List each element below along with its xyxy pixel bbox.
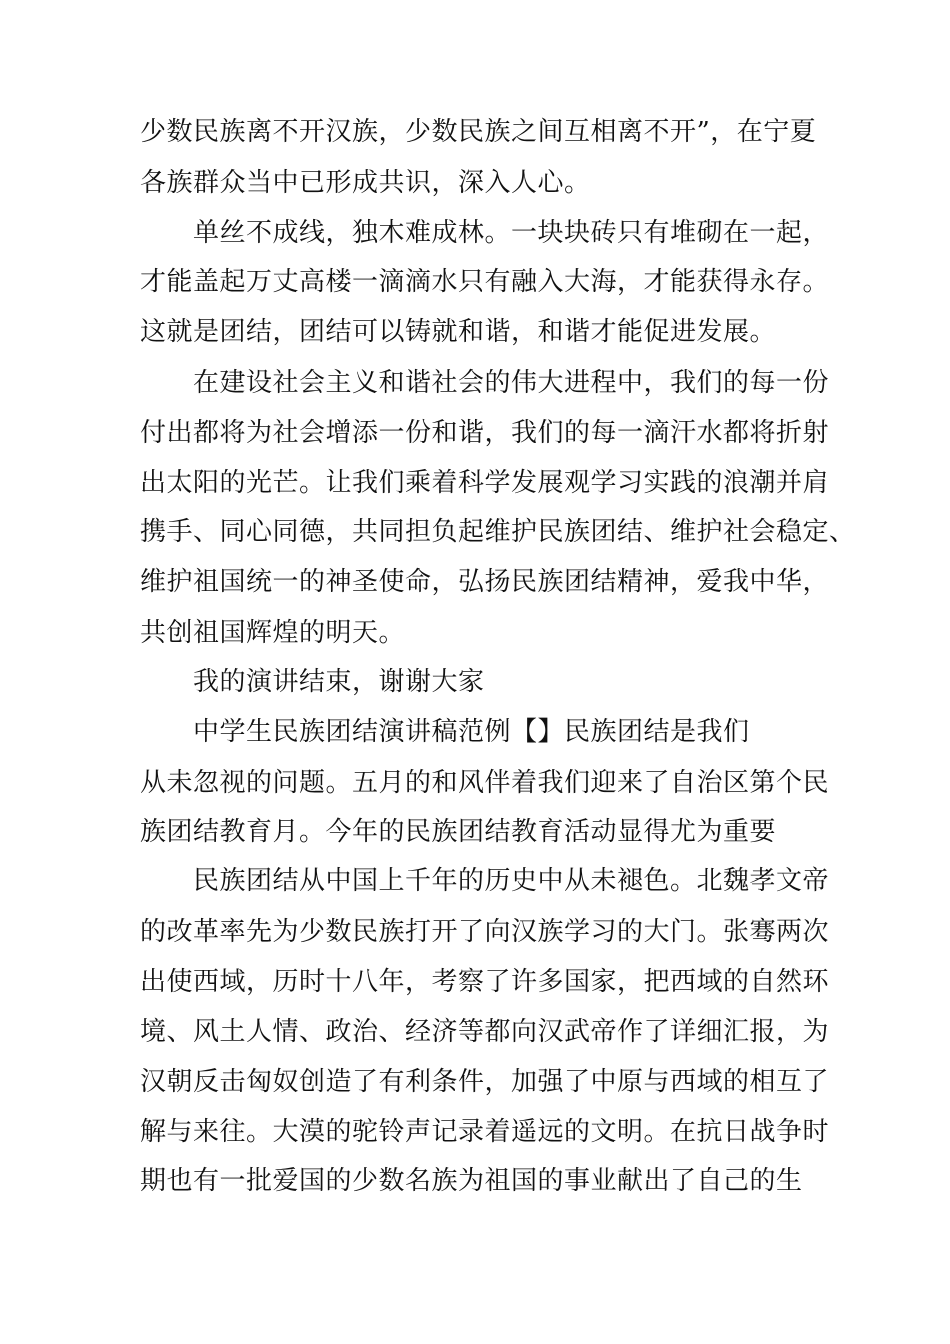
text-line: 解与来往。大漠的驼铃声记录着遥远的文明。在抗日战争时: [140, 1117, 830, 1147]
text-line: 携手、同心同德，共同担负起维护民族团结、维护社会稳定、: [140, 517, 856, 547]
text-line: 这就是团结，团结可以铸就和谐，和谐才能促进发展。: [140, 317, 777, 347]
text-line: 才能盖起万丈高楼一滴滴水只有融入大海，才能获得永存。: [140, 267, 830, 297]
text-line: 族团结教育月。今年的民族团结教育活动显得尤为重要: [140, 817, 777, 847]
text-line: 期也有一批爱国的少数名族为祖国的事业献出了自己的生: [140, 1166, 803, 1196]
text-line: 的改革率先为少数民族打开了向汉族学习的大门。张骞两次: [140, 917, 830, 947]
paragraph-start-line: 在建设社会主义和谐社会的伟大进程中，我们的每一份: [193, 368, 830, 398]
text-line: 出太阳的光芒。让我们乘着科学发展观学习实践的浪潮并肩: [140, 468, 830, 498]
text-line: 各族群众当中已形成共识，深入人心。: [140, 168, 591, 198]
text-line: 从未忽视的问题。五月的和风伴着我们迎来了自治区第个民: [140, 768, 830, 798]
text-line: 少数民族离不开汉族，少数民族之间互相离不开”，在宁夏: [140, 117, 817, 147]
text-line: 维护祖国统一的神圣使命，弘扬民族团结精神，爱我中华，: [140, 567, 830, 597]
paragraph-start-line: 民族团结从中国上千年的历史中从未褪色。北魏孝文帝: [193, 866, 830, 896]
text-line: 出使西域，历时十八年，考察了许多国家，把西域的自然环: [140, 967, 830, 997]
paragraph-start-line: 单丝不成线，独木难成林。一块块砖只有堆砌在一起，: [193, 218, 830, 248]
text-line: 付出都将为社会增添一份和谐，我们的每一滴汗水都将折射: [140, 418, 830, 448]
text-line: 共创祖国辉煌的明天。: [140, 618, 406, 648]
paragraph-start-line: 中学生民族团结演讲稿范例【】民族团结是我们: [193, 717, 750, 747]
paragraph-start-line: 我的演讲结束，谢谢大家: [193, 667, 485, 697]
text-line: 汉朝反击匈奴创造了有利条件，加强了中原与西域的相互了: [140, 1067, 830, 1097]
text-line: 境、风土人情、政治、经济等都向汉武帝作了详细汇报，为: [140, 1017, 830, 1047]
